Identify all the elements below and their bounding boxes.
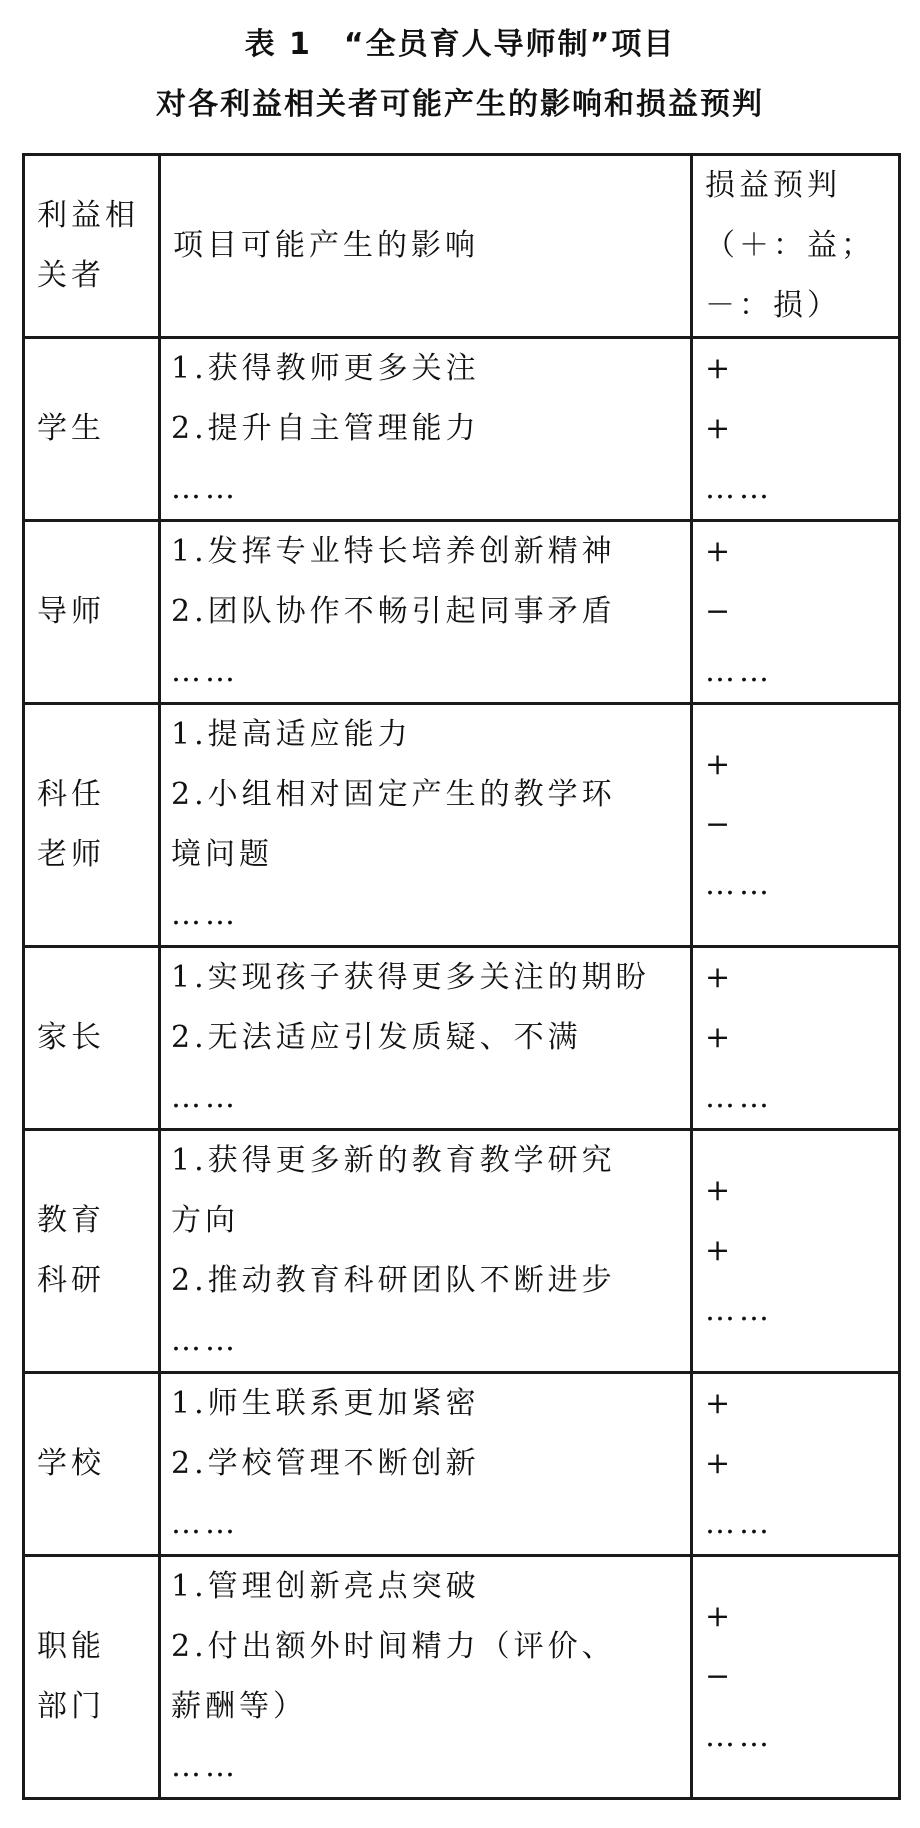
- table-row: [24, 1556, 900, 1799]
- header-impact-label: 项目可能产生的影响: [173, 228, 479, 263]
- impact-item: 2.学校管理不断创新: [171, 1446, 480, 1481]
- prediction-sign: +: [705, 534, 735, 569]
- prediction-sign: +: [705, 1446, 735, 1481]
- prediction-sign: −: [705, 807, 735, 842]
- table-row: [24, 704, 900, 947]
- impact-cell: [160, 1130, 692, 1373]
- impact-item: 2.付出额外时间精力（评价、: [171, 1629, 616, 1664]
- prediction-sign: ……: [705, 471, 773, 506]
- stakeholder-name: 科任: [37, 777, 105, 812]
- table-row: [24, 947, 900, 1130]
- prediction-sign: ……: [705, 654, 773, 689]
- impact-cell: [160, 1373, 692, 1556]
- impact-item: ……: [171, 1506, 239, 1541]
- impact-item: 1.提高适应能力: [171, 717, 412, 752]
- prediction-cell: [692, 1556, 900, 1799]
- prediction-sign: +: [705, 1599, 735, 1634]
- table-row: [24, 521, 900, 704]
- impact-item: 1.发挥专业特长培养创新精神: [171, 534, 616, 569]
- impact-item: ……: [171, 1323, 239, 1358]
- impact-item: 1.师生联系更加紧密: [171, 1386, 480, 1421]
- impact-item: 1.实现孩子获得更多关注的期盼: [171, 960, 650, 995]
- table-row: [24, 1373, 900, 1556]
- table-row: [24, 338, 900, 521]
- prediction-sign: +: [705, 1173, 735, 1208]
- stakeholder-impact-table: [22, 153, 901, 1800]
- stakeholder-cell: [24, 1130, 160, 1373]
- header-prediction-line: （＋：益；: [705, 228, 875, 263]
- stakeholder-name: 老师: [37, 837, 105, 872]
- stakeholder-name: 导师: [37, 594, 105, 629]
- prediction-sign: +: [705, 960, 735, 995]
- impact-cell: [160, 947, 692, 1130]
- impact-item: 2.团队协作不畅引起同事矛盾: [171, 594, 616, 629]
- table-header-row: [24, 155, 900, 338]
- stakeholder-cell: [24, 947, 160, 1130]
- prediction-sign: +: [705, 747, 735, 782]
- prediction-sign: ……: [705, 867, 773, 902]
- stakeholder-cell: [24, 1556, 160, 1799]
- header-impact: [160, 155, 692, 338]
- impact-cell: [160, 1556, 692, 1799]
- header-prediction: [692, 155, 900, 338]
- prediction-cell: [692, 338, 900, 521]
- impact-item: ……: [171, 1749, 239, 1784]
- prediction-cell: [692, 947, 900, 1130]
- prediction-sign: +: [705, 1233, 735, 1268]
- prediction-sign: +: [705, 1386, 735, 1421]
- impact-item: 1.管理创新亮点突破: [171, 1569, 480, 1604]
- impact-item: ……: [171, 1080, 239, 1115]
- impact-item: 1.获得教师更多关注: [171, 351, 480, 386]
- prediction-sign: +: [705, 1020, 735, 1055]
- stakeholder-name: 科研: [37, 1263, 105, 1298]
- prediction-sign: +: [705, 351, 735, 386]
- header-stakeholder-line: 关者: [37, 258, 105, 293]
- header-stakeholder: [24, 155, 160, 338]
- impact-cell: [160, 704, 692, 947]
- impact-cell: [160, 521, 692, 704]
- stakeholder-cell: [24, 338, 160, 521]
- impact-item: 2.提升自主管理能力: [171, 411, 480, 446]
- prediction-sign: −: [705, 1659, 735, 1694]
- impact-item: 1.获得更多新的教育教学研究: [171, 1143, 616, 1178]
- stakeholder-name: 学校: [37, 1446, 105, 1481]
- stakeholder-name: 职能: [37, 1629, 105, 1664]
- header-prediction-line: 损益预判: [705, 168, 841, 203]
- impact-item: ……: [171, 471, 239, 506]
- stakeholder-name: 部门: [37, 1689, 105, 1724]
- prediction-sign: ……: [705, 1506, 773, 1541]
- prediction-sign: ……: [705, 1719, 773, 1754]
- prediction-cell: [692, 1130, 900, 1373]
- impact-item: 2.无法适应引发质疑、不满: [171, 1020, 582, 1055]
- prediction-sign: +: [705, 411, 735, 446]
- impact-item: ……: [171, 897, 239, 932]
- impact-item: 2.小组相对固定产生的教学环: [171, 777, 616, 812]
- stakeholder-name: 家长: [37, 1020, 105, 1055]
- prediction-cell: [692, 1373, 900, 1556]
- stakeholder-cell: [24, 521, 160, 704]
- stakeholder-name: 学生: [37, 411, 105, 446]
- header-stakeholder-line: 利益相: [37, 198, 139, 233]
- table-row: [24, 1130, 900, 1373]
- prediction-cell: [692, 704, 900, 947]
- impact-item: 境问题: [171, 837, 273, 872]
- header-prediction-line: －：损）: [705, 288, 841, 323]
- impact-item: 2.推动教育科研团队不断进步: [171, 1263, 616, 1298]
- table-title-line-2: 对各利益相关者可能产生的影响和损益预判: [156, 87, 764, 122]
- impact-item: 方向: [171, 1203, 239, 1238]
- prediction-sign: −: [705, 594, 735, 629]
- impact-cell: [160, 338, 692, 521]
- stakeholder-name: 教育: [37, 1203, 105, 1238]
- prediction-sign: ……: [705, 1293, 773, 1328]
- stakeholder-cell: [24, 1373, 160, 1556]
- prediction-sign: ……: [705, 1080, 773, 1115]
- stakeholder-cell: [24, 704, 160, 947]
- prediction-cell: [692, 521, 900, 704]
- impact-item: ……: [171, 654, 239, 689]
- table-title-line-1: 表 1 “全员育人导师制”项目: [244, 27, 676, 62]
- impact-item: 薪酬等）: [171, 1689, 307, 1724]
